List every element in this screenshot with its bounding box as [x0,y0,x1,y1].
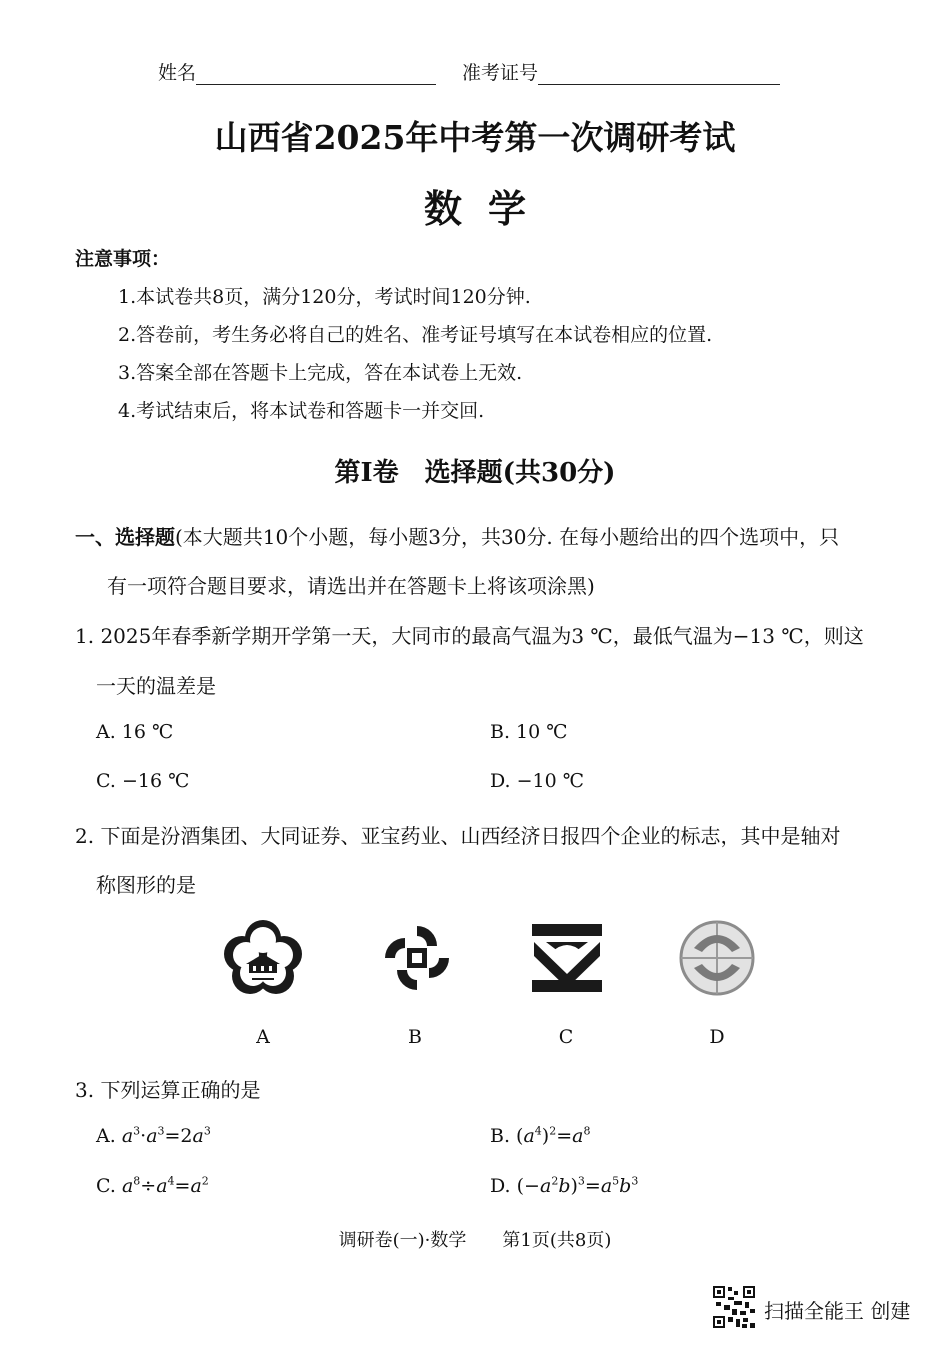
scanner-watermark: 扫描全能王 创建 [764,1299,911,1323]
page-footer: 调研卷(一)·数学 第1页(共8页) [338,1230,612,1251]
notice-item: 3.答案全部在答题卡上完成，答在本试卷上无效. [118,362,523,384]
datong-securities-logo-image [372,918,462,998]
question-3-stem: 3. 下列运算正确的是 [75,1078,261,1102]
part-instructions-line2: 有一项符合题目要求，请选出并在答题卡上将该项涂黑) [107,574,595,598]
q3-option-b-letter: B. [490,1125,511,1147]
logo-label-a: A [256,1026,270,1048]
name-field [158,58,436,85]
name-label: 姓名 [158,62,197,84]
fenjiu-logo-image [218,918,308,998]
shanxi-economic-daily-logo-image [672,918,762,998]
q1-option-c: C. −16 ℃ [96,770,190,792]
subject-title: 数学 [423,186,552,231]
logo-label-b: B [408,1026,422,1048]
part-instructions-line1: (本大题共10个小题，每小题3分，共30分. 在每小题给出的四个选项中，只 [175,525,840,549]
section-title: 第Ⅰ卷 选择题(共30分) [334,458,616,488]
q3-option-a: A. $a^3\cdot a^3=2a^3$ [96,1124,211,1147]
logo-label-c: C [558,1026,574,1048]
qr-code-icon [712,1285,756,1329]
exam-title: 山西省2025年中考第一次调研考试 [214,118,736,157]
notice-item: 2.答卷前，考生务必将自己的姓名、准考证号填写在本试卷相应的位置. [118,324,713,346]
exam-id-field [462,58,780,85]
q3-option-d-letter: D. [490,1175,511,1197]
name-blank [196,66,436,85]
question-1-stem: 1. 2025年春季新学期开学第一天，大同市的最高气温为3 ℃，最低气温为−13 ℃，则这 [75,624,864,648]
part-instructions [75,521,839,550]
exam-id-label: 准考证号 [462,62,539,84]
notice-heading: 注意事项： [75,248,171,270]
part-label: 一、选择题 [75,525,175,549]
q3-option-c: C. $a^8\div a^4=a^2$ [96,1174,209,1197]
q3-option-a-letter: A. [96,1125,116,1147]
notice-item: 1.本试卷共8页，满分120分，考试时间120分钟. [118,286,531,308]
question-1-stem-line2: 一天的温差是 [96,674,216,698]
q3-option-c-letter: C. [96,1175,116,1197]
question-2-stem-line2: 称图形的是 [96,873,196,897]
exam-id-blank [538,66,780,85]
q3-option-b: B. $(a^4)^2=a^8$ [490,1124,591,1147]
q3-option-d: D. $(-a^2b)^3=a^5b^3$ [490,1174,639,1197]
q1-option-d: D. −10 ℃ [490,770,585,792]
yabao-logo-image [522,918,612,998]
q1-option-a: A. 16 ℃ [96,721,174,743]
logo-label-d: D [709,1026,725,1048]
q1-option-b: B. 10 ℃ [490,721,568,743]
question-2-stem: 2. 下面是汾酒集团、大同证券、亚宝药业、山西经济日报四个企业的标志，其中是轴对 [75,824,841,848]
notice-item: 4.考试结束后，将本试卷和答题卡一并交回. [118,400,485,422]
